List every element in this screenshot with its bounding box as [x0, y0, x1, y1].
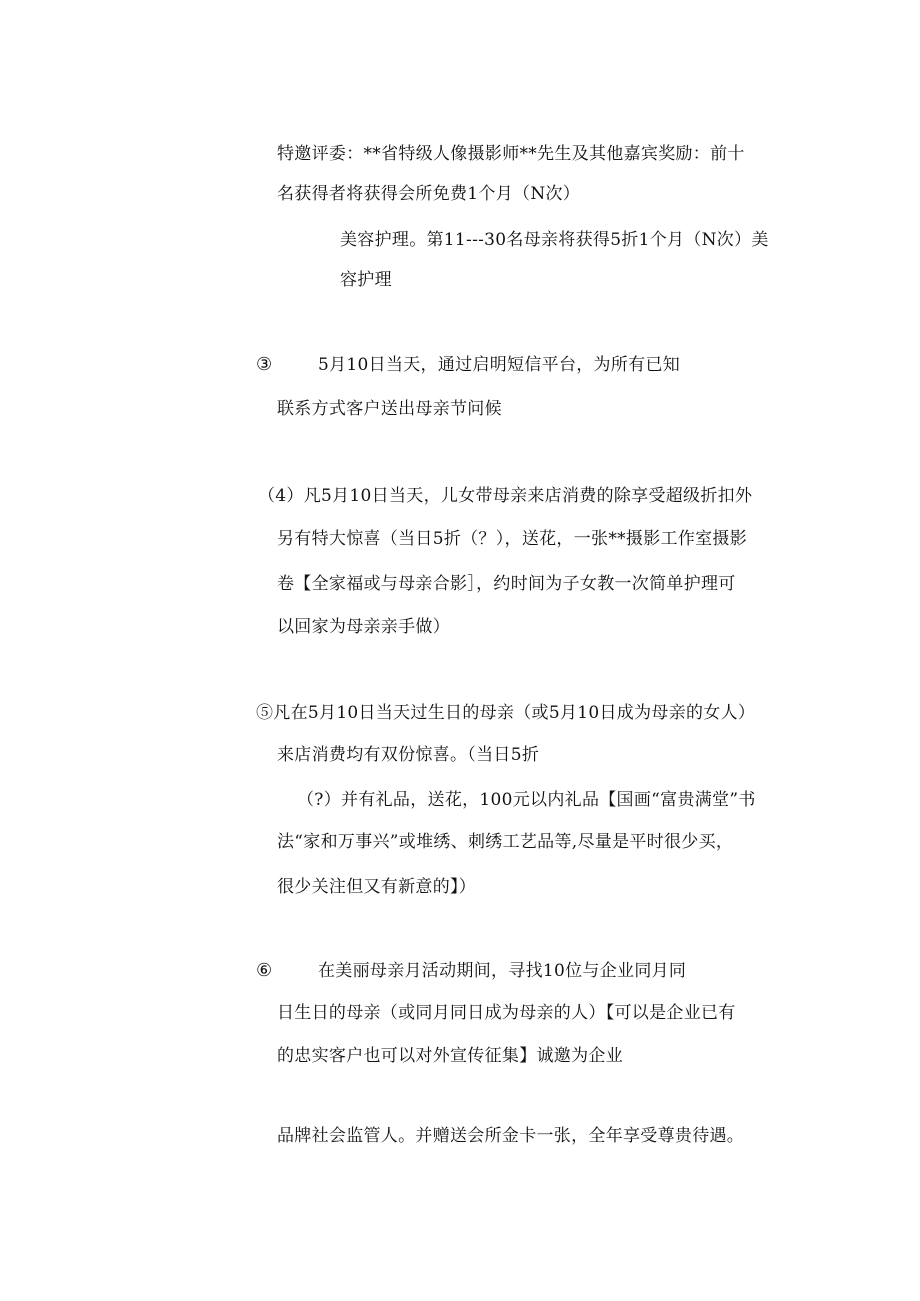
judges-rewards-line-4: 容护理 [340, 270, 392, 290]
item-6-line-2: 日生日的母亲（或同月同日成为母亲的人）【可以是企业已有 [277, 1003, 736, 1023]
item-4-line-2: 另有特大惊喜（当日5折（？），送花，一张**摄影工作室摄影 [277, 529, 748, 549]
item-5-line-2: 来店消费均有双份惊喜。（当日5折 [277, 745, 540, 765]
judges-rewards-line-3: 美容护理。第11---30名母亲将获得5折1个月（N次）美 [340, 230, 769, 250]
item-5-line-3: （?）并有礼品，送花，100元以内礼品【国画“富贵满堂”书 [297, 790, 756, 810]
item-5-line-1: ⑤凡在5月10日当天过生日的母亲（或5月10日成为母亲的女人） [256, 703, 756, 723]
item-6-line-3: 的忠实客户也可以对外宣传征集】诚邀为企业 [277, 1046, 623, 1066]
item-4-line-3: 卷【全家福或与母亲合影］，约时间为子女教一次简单护理可 [277, 574, 736, 594]
item-4-line-1: （4）凡5月10日当天，儿女带母亲来店消费的除享受超级折扣外 [258, 486, 753, 506]
item-3-line-2: 联系方式客户送出母亲节问候 [277, 399, 502, 419]
item-5-line-4: 法“家和万事兴”或堆绣、刺绣工艺品等,尽量是平时很少买， [277, 832, 734, 852]
item-6-marker: ⑥ [256, 960, 273, 981]
item-3-line-1: 5月10日当天，通过启明短信平台，为所有已知 [318, 355, 681, 375]
item-5-line-5: 很少关注但又有新意的】） [277, 877, 477, 897]
item-3-marker: ③ [256, 354, 273, 375]
judges-rewards-line-2: 名获得者将获得会所免费1个月（N次） [277, 184, 581, 204]
judges-rewards-line-1: 特邀评委：**省特级人像摄影师**先生及其他嘉宾奖励：前十 [277, 144, 745, 164]
item-4-line-4: 以回家为母亲亲手做） [277, 617, 450, 637]
item-6-line-1: 在美丽母亲月活动期间，寻找10位与企业同月同 [318, 961, 687, 981]
item-6-line-4: 品牌社会监管人。并赠送会所金卡一张，全年享受尊贵待遇。 [277, 1126, 745, 1146]
